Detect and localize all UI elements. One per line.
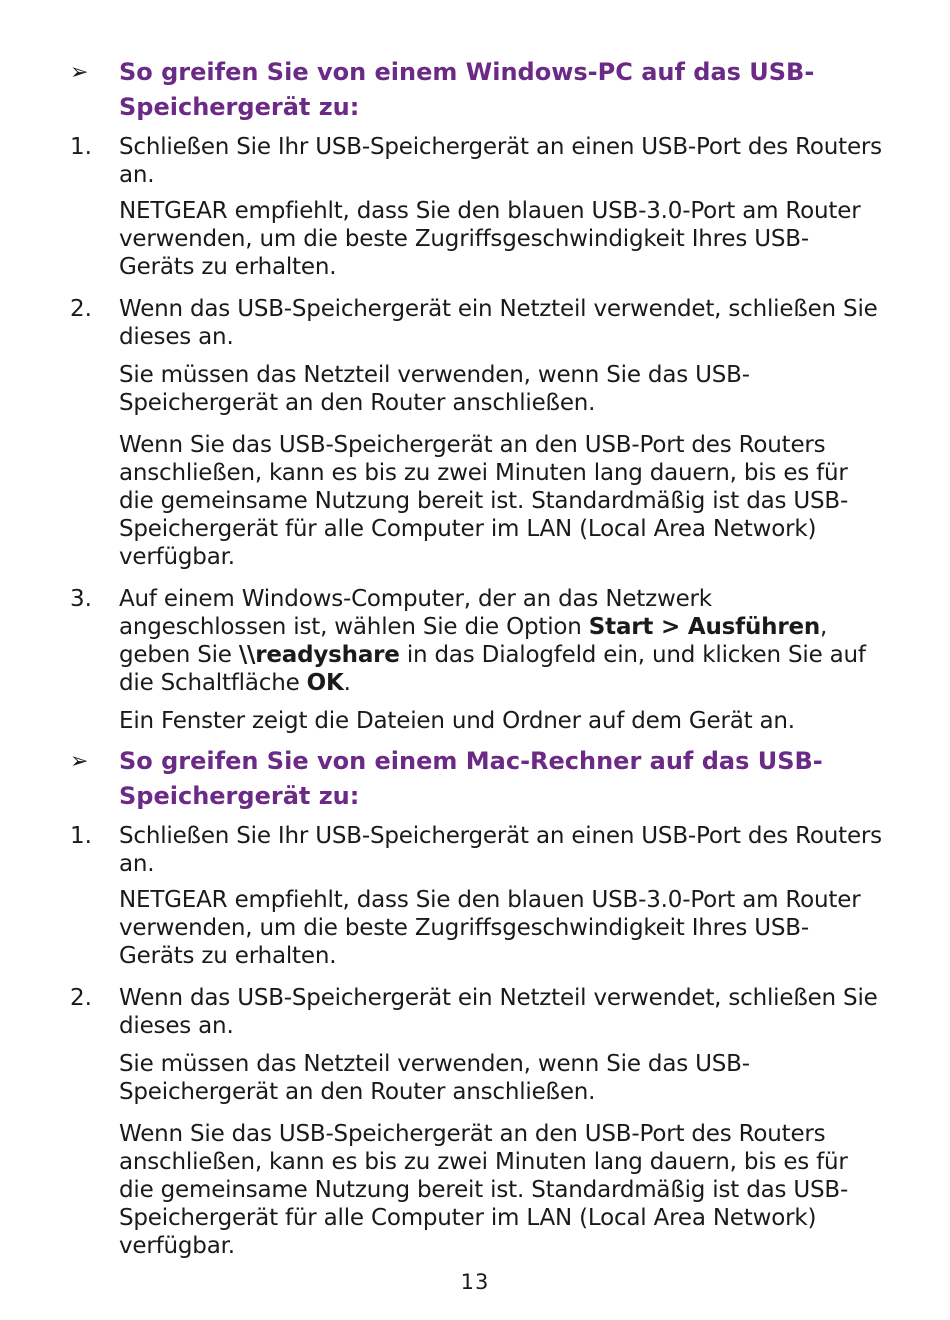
steps-list — [70, 133, 885, 735]
ok-label: OK — [306, 670, 344, 696]
step-note: Wenn Sie das USB-Speichergerät an den USB-Port des Routers anschließen, kann es bis zu zwei Minuten lang dauern, bis es für die gemeinsame Nutzung bereit ist. Standardmäßig ist das USB-Speichergerät für alle Computer im LAN (Local Area Network) verfügbar. — [119, 432, 849, 570]
heading-text: So greifen Sie von einem Windows-PC auf das USB-Speichergerät zu: — [119, 58, 815, 121]
section-mac — [70, 744, 885, 1270]
page-number: 13 — [460, 1270, 490, 1294]
step-item — [70, 295, 885, 571]
step-text: Schließen Sie Ihr USB-Speichergerät an einen USB-Port des Routers an. — [119, 823, 882, 877]
step-item — [70, 822, 885, 970]
step-note: NETGEAR empfiehlt, dass Sie den blauen USB-3.0-Port am Router verwenden, um die beste Zugriffsgeschwindigkeit Ihres USB-Geräts zu erhalten. — [119, 887, 861, 969]
section-heading — [70, 744, 885, 814]
readyshare-path: \\readyshare — [238, 642, 400, 668]
step-note: Sie müssen das Netzteil verwenden, wenn Sie das USB-Speichergerät an den Router anschließen. — [119, 362, 750, 416]
step-note: Wenn Sie das USB-Speichergerät an den USB-Port des Routers anschließen, kann es bis zu zwei Minuten lang dauern, bis es für die gemeinsame Nutzung bereit ist. Standardmäßig ist das USB-Speichergerät für alle Computer im LAN (Local Area Network) verfügbar. — [119, 1121, 849, 1259]
step-note: Ein Fenster zeigt die Dateien und Ordner auf dem Gerät an. — [119, 708, 795, 734]
step-note: Sie müssen das Netzteil verwenden, wenn Sie das USB-Speichergerät an den Router anschließen. — [119, 1051, 750, 1105]
step-number: 1. — [70, 134, 92, 160]
step-item — [70, 585, 885, 735]
step-number: 2. — [70, 296, 92, 322]
step-item — [70, 133, 885, 281]
arrow-bullet-icon: ➢ — [70, 749, 89, 774]
step-text: Wenn das USB-Speichergerät ein Netzteil verwendet, schließen Sie dieses an. — [119, 296, 878, 350]
step-item — [70, 984, 885, 1260]
step-text: Schließen Sie Ihr USB-Speichergerät an einen USB-Port des Routers an. — [119, 134, 882, 188]
step-note: NETGEAR empfiehlt, dass Sie den blauen USB-3.0-Port am Router verwenden, um die beste Zugriffsgeschwindigkeit Ihres USB-Geräts zu erhalten. — [119, 198, 861, 280]
menu-path: Start > Ausführen — [588, 614, 821, 640]
section-windows — [70, 55, 885, 745]
step-number: 2. — [70, 985, 92, 1011]
step-number: 3. — [70, 586, 92, 612]
arrow-bullet-icon: ➢ — [70, 60, 89, 85]
step-text: Wenn das USB-Speichergerät ein Netzteil verwendet, schließen Sie dieses an. — [119, 985, 878, 1039]
section-heading — [70, 55, 885, 125]
heading-text: So greifen Sie von einem Mac-Rechner auf das USB-Speichergerät zu: — [119, 747, 823, 810]
step-text: Auf einem Windows-Computer, der an das Netzwerk angeschlossen ist, wählen Sie die Option Start > Ausführen, geben Sie \\readyshare in das Dialogfeld ein, und klicken Sie auf die Schaltfläche OK. — [119, 586, 866, 696]
step-number: 1. — [70, 823, 92, 849]
steps-list — [70, 822, 885, 1260]
